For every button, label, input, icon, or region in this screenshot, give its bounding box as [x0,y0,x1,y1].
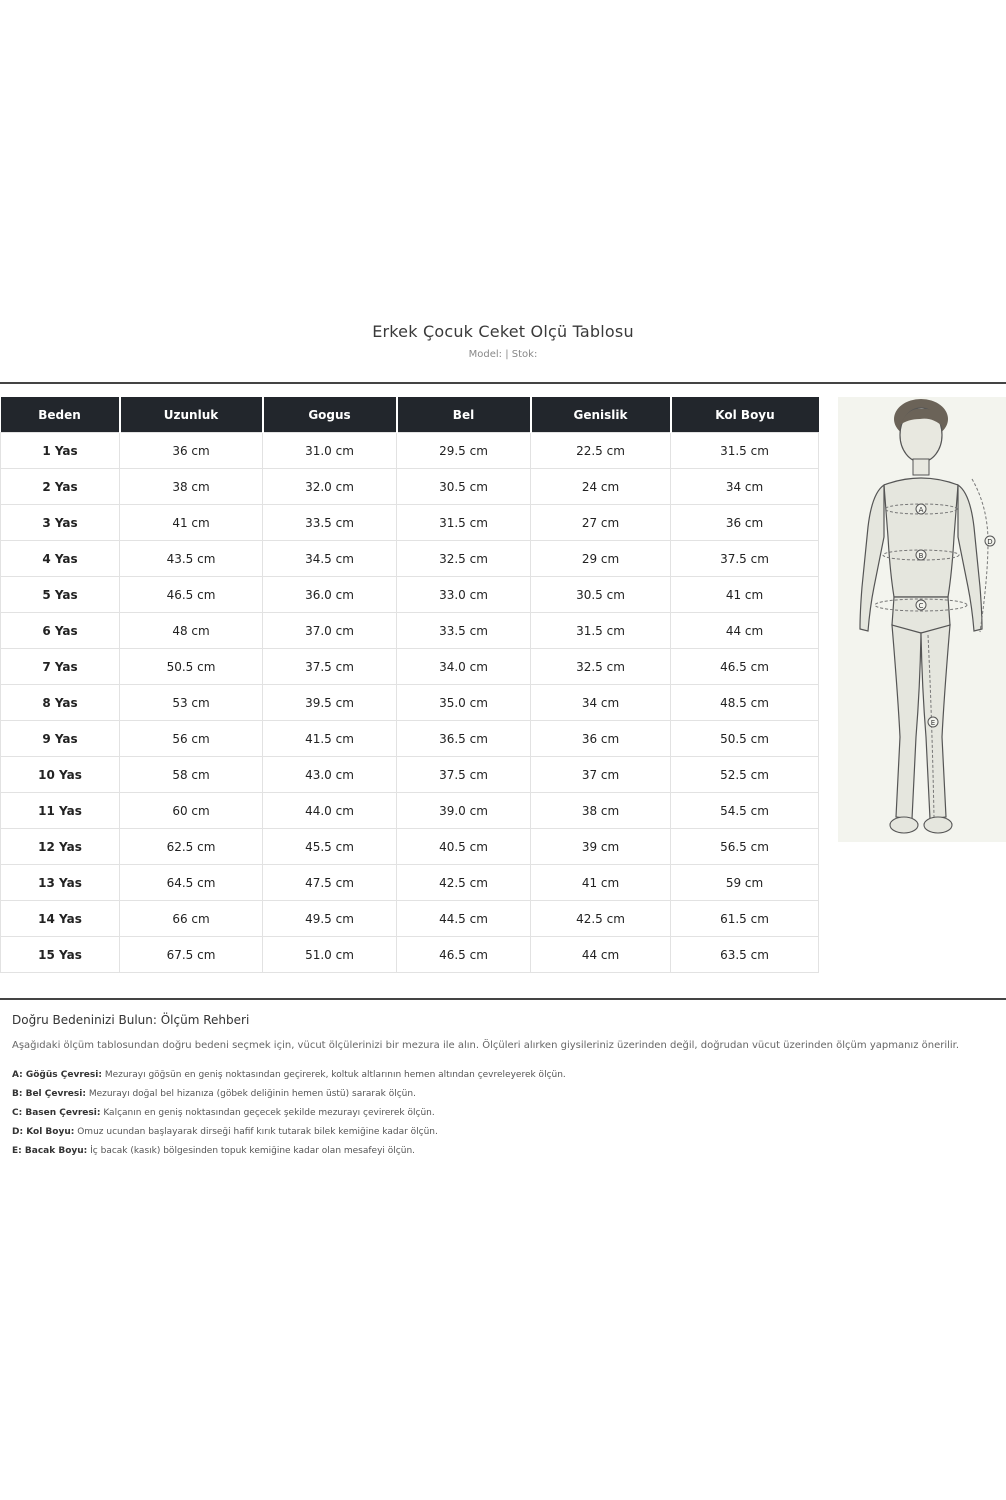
table-row [1,865,819,901]
table-header-row [1,397,819,433]
top-divider [0,382,1006,384]
measurement-cell: 61.5 cm [671,901,819,937]
table-row [1,829,819,865]
table-row [1,649,819,685]
measurement-cell: 44 cm [531,937,671,973]
measurement-cell: 37 cm [531,757,671,793]
measurement-cell: 46.5 cm [671,649,819,685]
measurement-cell: 60 cm [120,793,263,829]
measurement-cell: 35.0 cm [397,685,531,721]
measurement-cell: 36 cm [671,505,819,541]
measurement-cell: 50.5 cm [671,721,819,757]
table-row [1,469,819,505]
size-label-cell: 8 Yas [1,685,120,721]
guide-item [12,1066,962,1085]
measurement-cell: 48 cm [120,613,263,649]
measurement-cell: 47.5 cm [263,865,397,901]
measurement-cell: 37.5 cm [671,541,819,577]
size-label-cell: 11 Yas [1,793,120,829]
measurement-cell: 41.5 cm [263,721,397,757]
table-row [1,793,819,829]
measurement-cell: 27 cm [531,505,671,541]
measurement-cell: 32.0 cm [263,469,397,505]
column-header: Kol Boyu [671,397,819,433]
measurement-cell: 53 cm [120,685,263,721]
column-header: Genislik [531,397,671,433]
size-label-cell: 4 Yas [1,541,120,577]
size-label-cell: 1 Yas [1,433,120,469]
measurement-cell: 36.0 cm [263,577,397,613]
measurement-cell: 36.5 cm [397,721,531,757]
measurement-cell: 42.5 cm [397,865,531,901]
measurement-cell: 44.0 cm [263,793,397,829]
guide-item [12,1104,962,1123]
guide-item-text: Kalçanın en geniş noktasından geçecek şekilde mezurayı çevirerek ölçün. [103,1108,435,1118]
measurement-cell: 39.5 cm [263,685,397,721]
svg-text:E: E [930,719,936,727]
measurement-cell: 30.5 cm [397,469,531,505]
size-table [0,397,819,973]
guide-item-label: C: Basen Çevresi: [12,1108,101,1118]
guide-intro: Aşağıdaki ölçüm tablosundan doğru bedeni seçmek için, vücut ölçülerinizi bir mezura ile alın. Ölçüleri alırken giysileriniz üzerinden değil, doğrudan vücut üzerinden ölçüm yapmanız önerilir. [12,1040,960,1051]
measurement-cell: 22.5 cm [531,433,671,469]
guide-item-text: İç bacak (kasık) bölgesinden topuk kemiğine kadar olan mesafeyi ölçün. [90,1146,416,1156]
size-label-cell: 6 Yas [1,613,120,649]
size-label-cell: 5 Yas [1,577,120,613]
chart-header [0,322,1006,360]
size-label-cell: 10 Yas [1,757,120,793]
measurement-cell: 46.5 cm [120,577,263,613]
measurement-cell: 63.5 cm [671,937,819,973]
measurement-cell: 43.0 cm [263,757,397,793]
guide-item-label: A: Göğüs Çevresi: [12,1070,102,1080]
guide-item-text: Omuz ucundan başlayarak dirseği hafif kırık tutarak bilek kemiğine kadar ölçün. [77,1127,438,1137]
measurement-cell: 33.5 cm [263,505,397,541]
marker-b [916,550,926,560]
table-row [1,577,819,613]
column-header: Uzunluk [120,397,263,433]
measurement-cell: 67.5 cm [120,937,263,973]
table-row [1,901,819,937]
measurement-cell: 34.5 cm [263,541,397,577]
svg-text:D: D [987,538,993,546]
measurement-cell: 36 cm [120,433,263,469]
measurement-cell: 31.0 cm [263,433,397,469]
table-row [1,505,819,541]
guide-item-label: E: Bacak Boyu: [12,1146,88,1156]
size-label-cell: 12 Yas [1,829,120,865]
table-row [1,541,819,577]
guide-item-label: B: Bel Çevresi: [12,1089,86,1099]
size-label-cell: 3 Yas [1,505,120,541]
size-label-cell: 2 Yas [1,469,120,505]
bottom-divider [0,998,1006,1000]
measurement-cell: 43.5 cm [120,541,263,577]
guide-title: Doğru Bedeninizi Bulun: Ölçüm Rehberi [12,1013,250,1027]
boy-figure-illustration [838,397,1006,842]
measurement-cell: 41 cm [120,505,263,541]
measurement-cell: 51.0 cm [263,937,397,973]
size-label-cell: 14 Yas [1,901,120,937]
guide-item-text: Mezurayı göğsün en geniş noktasından geçirerek, koltuk altlarının hemen altından çevreleyerek ölçün. [104,1070,566,1080]
svg-text:A: A [918,506,924,514]
marker-c [916,600,926,610]
table-row [1,433,819,469]
measurement-cell: 59 cm [671,865,819,901]
measurement-cell: 32.5 cm [397,541,531,577]
measurement-cell: 34.0 cm [397,649,531,685]
measurement-cell: 37.5 cm [397,757,531,793]
measurement-cell: 39 cm [531,829,671,865]
measurement-cell: 58 cm [120,757,263,793]
table-row [1,937,819,973]
column-header: Beden [1,397,120,433]
marker-a [916,504,926,514]
guide-item [12,1085,962,1104]
table-row [1,613,819,649]
guide-items [12,1066,962,1161]
measurement-cell: 37.0 cm [263,613,397,649]
marker-e [928,717,938,727]
measurement-cell: 62.5 cm [120,829,263,865]
measurement-cell: 32.5 cm [531,649,671,685]
measurement-cell: 30.5 cm [531,577,671,613]
table-row [1,721,819,757]
measurement-cell: 31.5 cm [397,505,531,541]
column-header: Bel [397,397,531,433]
table-row [1,757,819,793]
measurement-cell: 48.5 cm [671,685,819,721]
measurement-cell: 44 cm [671,613,819,649]
measurement-cell: 64.5 cm [120,865,263,901]
measurement-cell: 46.5 cm [397,937,531,973]
svg-text:C: C [918,602,924,610]
measurement-cell: 33.5 cm [397,613,531,649]
body-measurement-figure [838,397,1006,842]
marker-d [985,536,995,546]
size-label-cell: 9 Yas [1,721,120,757]
measurement-cell: 49.5 cm [263,901,397,937]
measurement-cell: 56.5 cm [671,829,819,865]
size-label-cell: 15 Yas [1,937,120,973]
measurement-cell: 37.5 cm [263,649,397,685]
measurement-cell: 42.5 cm [531,901,671,937]
measurement-cell: 33.0 cm [397,577,531,613]
page-title: Erkek Çocuk Ceket Olçü Tablosu [372,322,634,341]
guide-item [12,1142,962,1161]
size-label-cell: 7 Yas [1,649,120,685]
measurement-cell: 34 cm [671,469,819,505]
measurement-cell: 44.5 cm [397,901,531,937]
measurement-cell: 38 cm [531,793,671,829]
measurement-cell: 52.5 cm [671,757,819,793]
measurement-cell: 40.5 cm [397,829,531,865]
measurement-cell: 41 cm [531,865,671,901]
measurement-cell: 41 cm [671,577,819,613]
measurement-cell: 54.5 cm [671,793,819,829]
measurement-cell: 24 cm [531,469,671,505]
guide-item-text: Mezurayı doğal bel hizanıza (göbek deliğinin hemen üstü) sararak ölçün. [88,1089,416,1099]
table-row [1,685,819,721]
model-stock-info: Model: | Stok: [468,349,538,360]
measurement-cell: 31.5 cm [531,613,671,649]
measurement-cell: 66 cm [120,901,263,937]
measurement-guide [12,1013,962,1161]
measurement-cell: 50.5 cm [120,649,263,685]
column-header: Gogus [263,397,397,433]
svg-text:B: B [918,552,924,560]
measurement-cell: 34 cm [531,685,671,721]
measurement-cell: 29.5 cm [397,433,531,469]
measurement-cell: 39.0 cm [397,793,531,829]
measurement-cell: 38 cm [120,469,263,505]
measurement-cell: 56 cm [120,721,263,757]
measurement-cell: 31.5 cm [671,433,819,469]
measurement-cell: 45.5 cm [263,829,397,865]
guide-item [12,1123,962,1142]
guide-item-label: D: Kol Boyu: [12,1127,75,1137]
measurement-cell: 36 cm [531,721,671,757]
size-label-cell: 13 Yas [1,865,120,901]
measurement-cell: 29 cm [531,541,671,577]
